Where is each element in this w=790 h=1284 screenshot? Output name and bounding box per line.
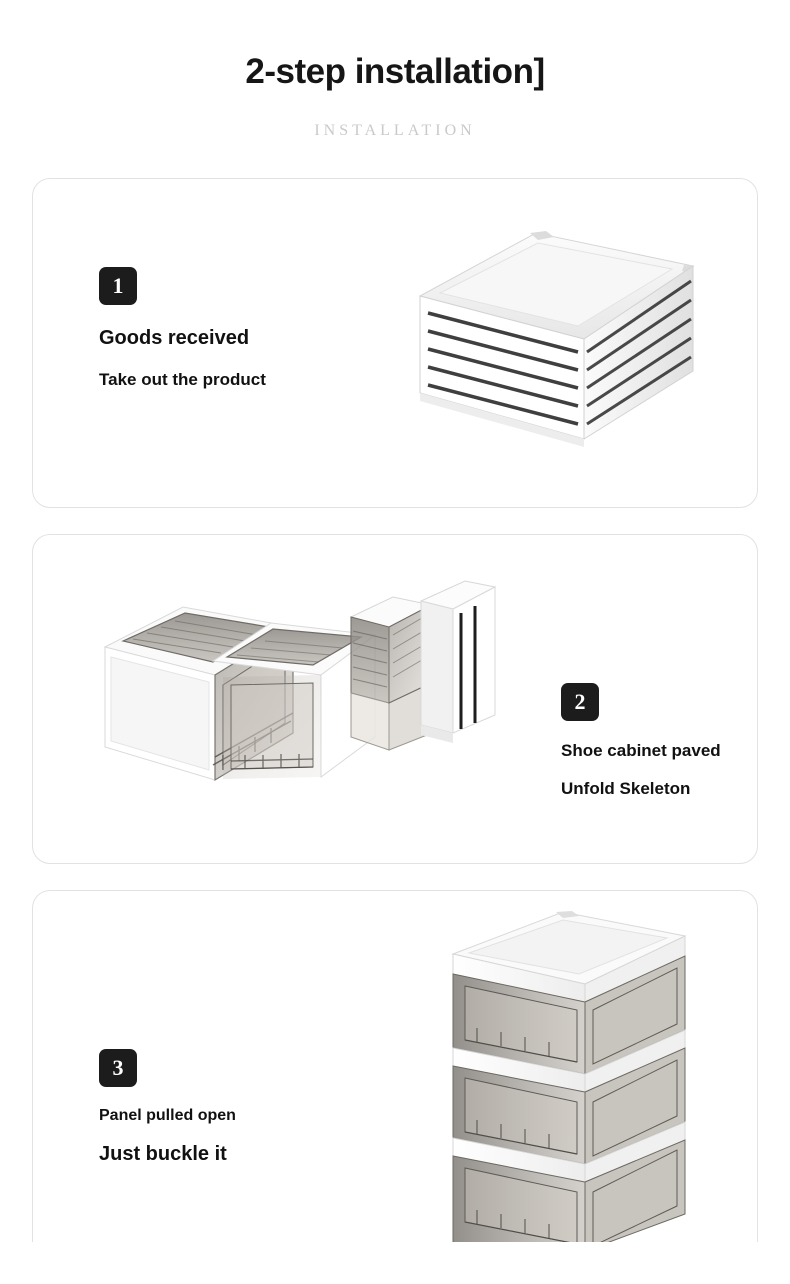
step-1-text [99,267,266,390]
step-2-text [561,683,721,799]
steps-list [0,178,790,1242]
page-subtitle: INSTALLATION [314,122,476,139]
assembled-stacked-cabinet-illustration [413,906,723,1242]
page-title: 2-step installation] [245,52,545,91]
step-3-badge: 3 [99,1049,137,1087]
unfolded-skeleton-panels-illustration [63,565,533,815]
step-1-line1: Goods received [99,327,250,349]
step-2-line1: Shoe cabinet paved [561,741,721,760]
step-2-badge: 2 [561,683,599,721]
step-3-text [99,1049,236,1166]
step-card-2 [32,534,758,864]
step-3-line2: Just buckle it [99,1143,227,1165]
step-1-badge: 1 [99,267,137,305]
step-card-1 [32,178,758,508]
step-1-line2: Take out the product [99,370,266,389]
step-card-3 [32,890,758,1242]
step-2-line2: Unfold Skeleton [561,779,691,798]
folded-shoe-box-stack-illustration [388,221,718,461]
step-3-line1: Panel pulled open [99,1107,236,1124]
page-header [0,0,790,140]
